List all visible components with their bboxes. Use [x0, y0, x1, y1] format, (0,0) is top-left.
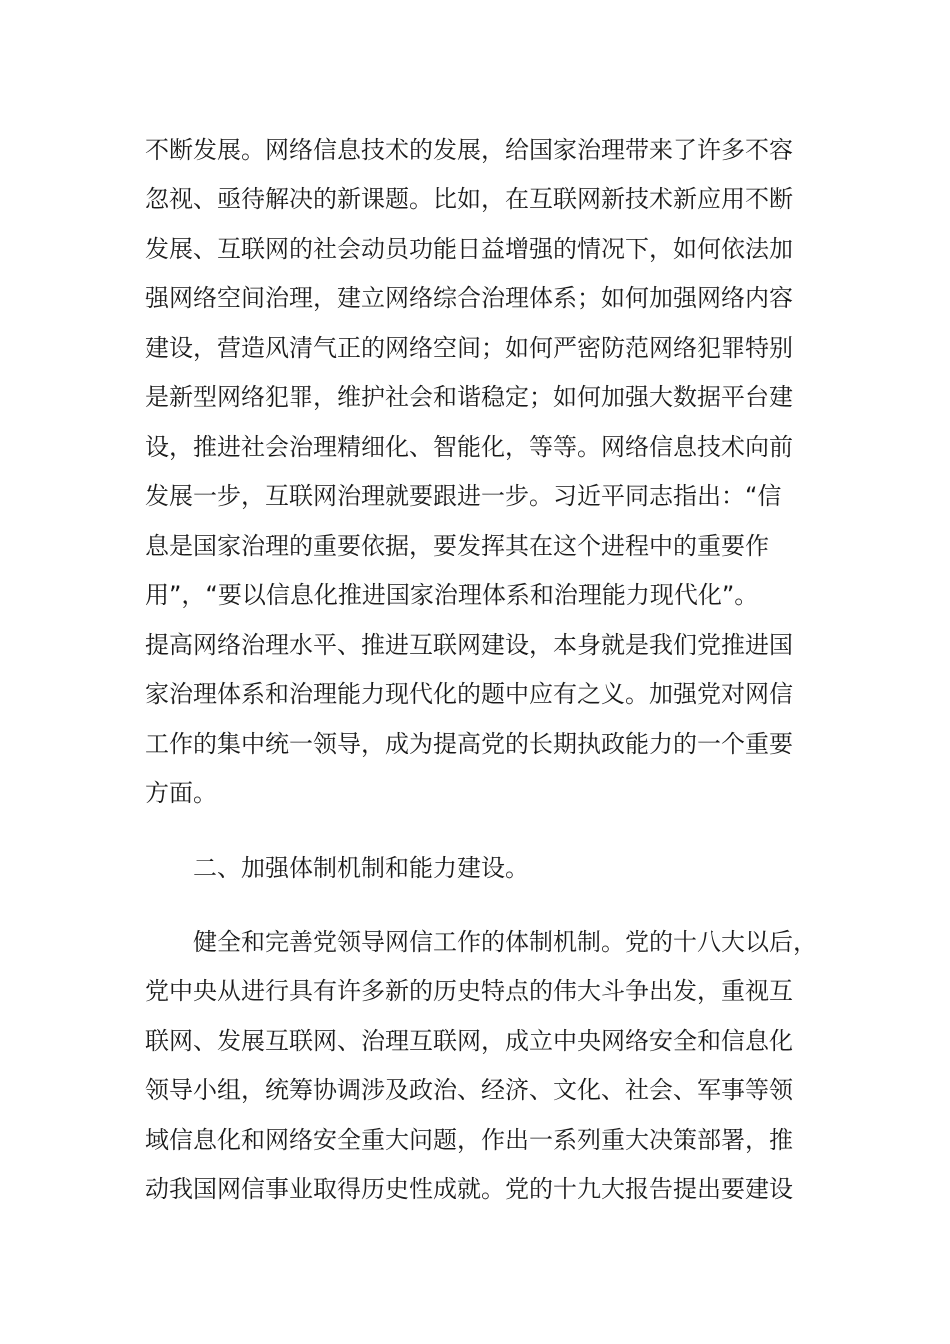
paragraph-line: 健全和完善党领导网信工作的体制机制。党的十八大以后，: [193, 928, 817, 956]
paragraph-line: 家治理体系和治理能力现代化的题中应有之义。加强党对网信: [145, 680, 793, 708]
paragraph-line: 忽视、亟待解决的新课题。比如，在互联网新技术新应用不断: [145, 185, 793, 213]
paragraph-line: 工作的集中统一领导，成为提高党的长期执政能力的一个重要: [145, 730, 793, 758]
paragraph-line: 联网、发展互联网、治理互联网，成立中央网络安全和信息化: [145, 1027, 793, 1055]
paragraph-line: 发展一步，互联网治理就要跟进一步。习近平同志指出：“信: [145, 482, 782, 510]
paragraph-line: 域信息化和网络安全重大问题，作出一系列重大决策部署，推: [145, 1126, 793, 1154]
paragraph-line: 提高网络治理水平、推进互联网建设，本身就是我们党推进国: [145, 631, 793, 659]
section-heading: 二、加强体制机制和能力建设。: [193, 854, 529, 882]
paragraph-line: 发展、互联网的社会动员功能日益增强的情况下，如何依法加: [145, 235, 793, 263]
paragraph-line: 用”，“要以信息化推进国家治理体系和治理能力现代化”。: [145, 581, 759, 609]
paragraph-line: 是新型网络犯罪，维护社会和谐稳定；如何加强大数据平台建: [145, 383, 793, 411]
paragraph-line: 设，推进社会治理精细化、智能化，等等。网络信息技术向前: [145, 433, 793, 461]
paragraph-line: 强网络空间治理，建立网络综合治理体系；如何加强网络内容: [145, 284, 793, 312]
paragraph-line: 息是国家治理的重要依据，要发挥其在这个进程中的重要作: [145, 532, 769, 560]
paragraph-line: 方面。: [145, 779, 217, 807]
paragraph-line: 动我国网信事业取得历史性成就。党的十九大报告提出要建设: [145, 1175, 793, 1203]
paragraph-line: 不断发展。网络信息技术的发展，给国家治理带来了许多不容: [145, 136, 793, 164]
paragraph-line: 党中央从进行具有许多新的历史特点的伟大斗争出发，重视互: [145, 977, 793, 1005]
paragraph-line: 建设，营造风清气正的网络空间；如何严密防范网络犯罪特别: [145, 334, 793, 362]
paragraph-line: 领导小组，统筹协调涉及政治、经济、文化、社会、军事等领: [145, 1076, 793, 1104]
